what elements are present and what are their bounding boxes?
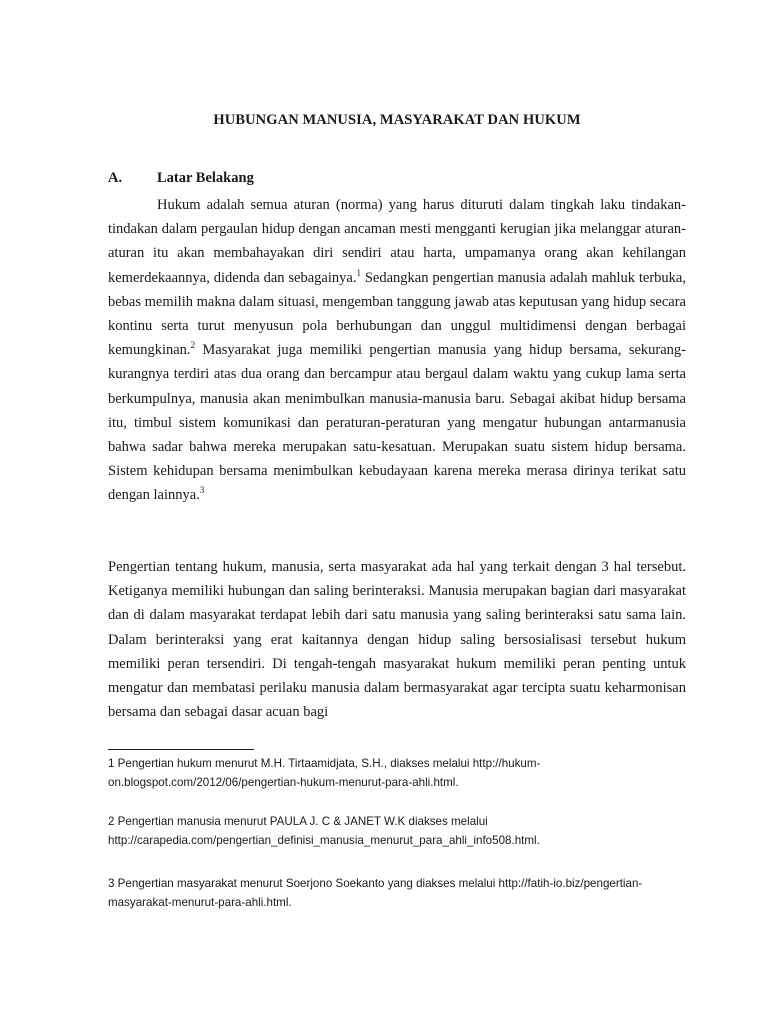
paragraph1-text-3: Masyarakat juga memiliki pengertian manusia yang hidup bersama, sekurang-kurangnya terdiri atas dua orang dan bercampur atau bergaul dalam waktu yang cukup lama serta berkumpulnya, manusia akan menimbulkan manusia-manusia baru. Sebagai akibat hidup bersama itu, timbul sistem komunikasi dan peraturan-peraturan yang mengatur hubungan antarmanusia bahwa sadar bahwa mereka merupakan satu-kesatuan. Merupakan suatu sistem hidup bersama. Sistem kehidupan bersama menimbulkan kebudayaan karena mereka merasa dirinya terikat satu dengan lainnya. xyxy=(108,342,686,504)
footnote-3: 3 Pengertian masyarakat menurut Soerjono Soekanto yang diakses melalui http://fatih-io.biz/pengertian-masyarakat-menurut-para-ahli.html. xyxy=(108,877,643,909)
footnote-ref-2: 2 xyxy=(190,340,196,351)
section-number: A. xyxy=(108,170,123,186)
paragraph1-text-1: Hukum adalah semua aturan (norma) yang harus dituruti dalam tingkah laku tindakan-tindakan dalam pergaulan hidup dengan ancaman mesti mengganti kerugian jika melanggar aturan-aturan itu akan membahayakan diri sendiri atau harta, umpamanya orang akan kehilangan kemerdekaannya, didenda dan sebagainya. xyxy=(108,197,686,286)
section-title: Latar Belakang xyxy=(157,170,254,186)
paragraph-latar-belakang xyxy=(108,193,686,508)
document-title: HUBUNGAN MANUSIA, MASYARAKAT DAN HUKUM xyxy=(213,112,581,128)
paragraph-pengertian: Pengertian tentang hukum, manusia, serta masyarakat ada hal yang terkait dengan 3 hal tersebut. Ketiganya memiliki hubungan dan saling berinteraksi. Manusia merupakan bagian dari masyarakat dan di dalam masyarakat terdapat lebih dari satu manusia yang saling berinteraksi satu sama lain. Dalam berinteraksi yang erat kaitannya dengan hidup saling bersosialisasi tersebut hukum memiliki peran tersendiri. Di tengah-tengah masyarakat hukum memiliki peran penting untuk mengatur dan membatasi perilaku manusia dalam bermasyarakat agar tercipta suatu keharmonisan bersama dan sebagai dasar acuan bagi xyxy=(108,559,686,721)
paragraph1-text-2: Sedangkan pengertian manusia adalah mahluk terbuka, bebas memilih makna dalam situasi, mengemban tanggung jawab atas keputusan yang hidup secara kontinu serta turut menyusun pola berhubungan dan unggul multidimensi dengan berbagai kemungkinan. xyxy=(108,269,686,359)
section-heading xyxy=(108,170,254,187)
footnote-ref-3: 3 xyxy=(199,485,205,496)
footnote-ref-1: 1 xyxy=(356,267,361,278)
footnote-1: 1 Pengertian hukum menurut M.H. Tirtaamidjata, S.H., diakses melalui http://hukum-on.blogspot.com/2012/06/pengertian-hukum-menurut-para-ahli.html. xyxy=(108,757,541,789)
footnote-2: 2 Pengertian manusia menurut PAULA J. C & JANET W.K diakses melalui http://carapedia.com/pengertian_definisi_manusia_menurut_para_ahli_info508.html. xyxy=(108,815,540,847)
footnote-separator xyxy=(108,749,254,750)
